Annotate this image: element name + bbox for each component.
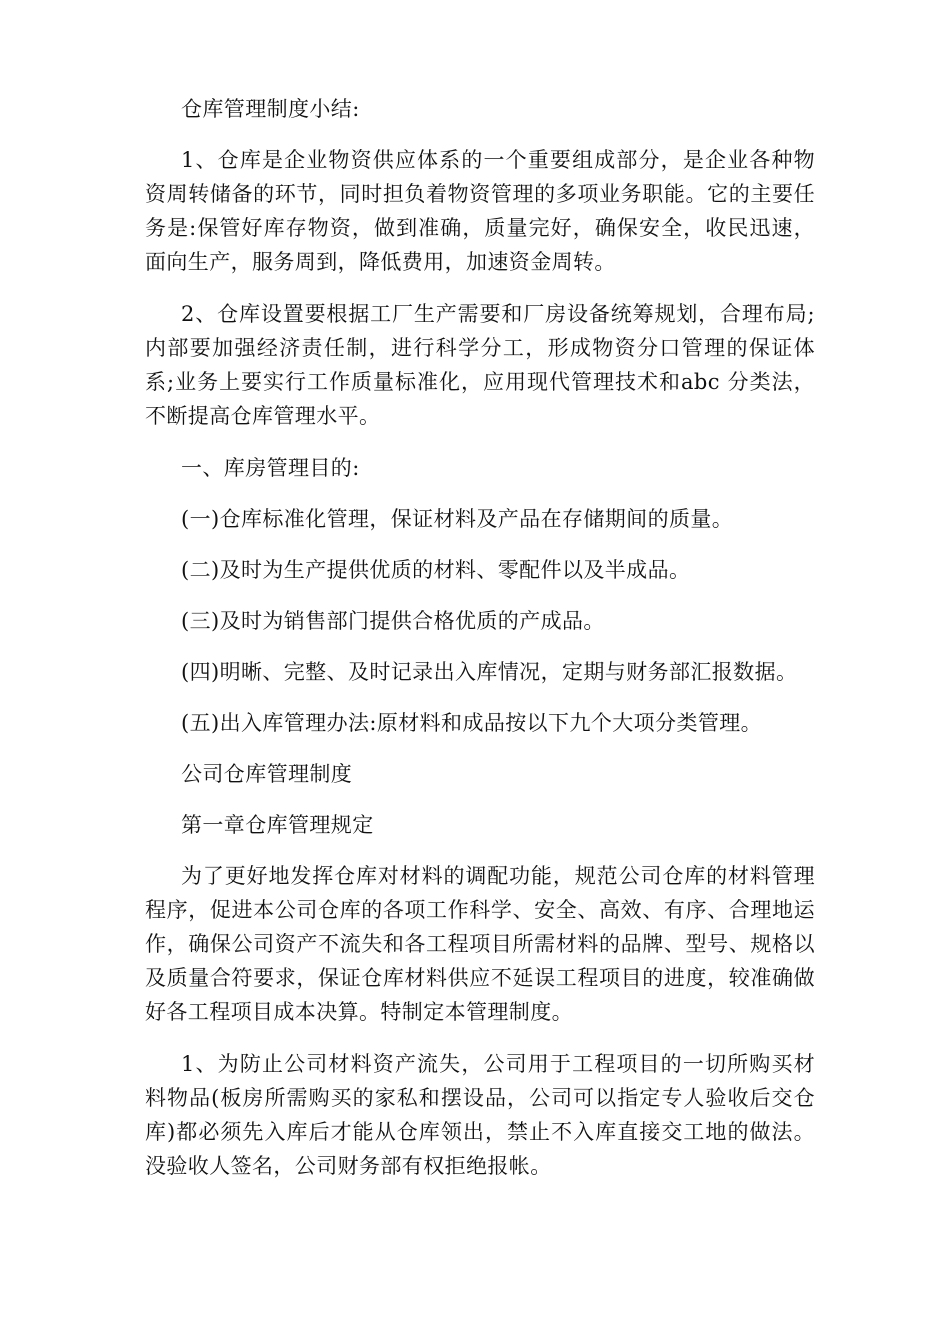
summary-item-2: 2、仓库设置要根据工厂生产需要和厂房设备统筹规划，合理布局;内部要加强经济责任制，进行科学分工，形成物资分口管理的保证体系;业务上要实行工作质量标准化，应用现代管理技术和abc 分类法，不断提高仓库管理水平。 bbox=[145, 302, 815, 428]
company-policy-title: 公司仓库管理制度 bbox=[181, 762, 353, 786]
chapter-one-title: 第一章仓库管理规定 bbox=[181, 813, 374, 837]
section-summary-title: 仓库管理制度小结: bbox=[181, 97, 360, 121]
summary-item-1: 1、仓库是企业物资供应体系的一个重要组成部分，是企业各种物资周转储备的环节，同时担负着物资管理的多项业务职能。它的主要任务是:保管好库存物资，做到准确，质量完好，确保安全，收民迅速，面向生产，服务周到，降低费用，加速资金周转。 bbox=[145, 148, 815, 274]
chapter-one-intro: 为了更好地发挥仓库对材料的调配功能，规范公司仓库的材料管理程序，促进本公司仓库的各项工作科学、安全、高效、有序、合理地运作，确保公司资产不流失和各工程项目所需材料的品牌、型号、规格以及质量合符要求，保证仓库材料供应不延误工程项目的进度，较准确做好各工程项目成本决算。特制定本管理制度。 bbox=[145, 864, 815, 1024]
purpose-item-4: (四)明晰、完整、及时记录出入库情况，定期与财务部汇报数据。 bbox=[181, 660, 798, 684]
purpose-item-2: (二)及时为生产提供优质的材料、零配件以及半成品。 bbox=[181, 558, 691, 582]
purpose-item-3: (三)及时为销售部门提供合格优质的产成品。 bbox=[181, 609, 605, 633]
document-page bbox=[145, 92, 815, 1201]
chapter-one-rule-1: 1、为防止公司材料资产流失，公司用于工程项目的一切所购买材料物品(板房所需购买的家私和摆设品，公司可以指定专人验收后交仓库)都必须先入库后才能从仓库领出，禁止不入库直接交工地的做法。没验收人签名，公司财务部有权拒绝报帐。 bbox=[145, 1052, 815, 1178]
purpose-heading: 一、库房管理目的: bbox=[181, 456, 360, 480]
purpose-item-5: (五)出入库管理办法:原材料和成品按以下九个大项分类管理。 bbox=[181, 711, 763, 735]
purpose-item-1: (一)仓库标准化管理，保证材料及产品在存储期间的质量。 bbox=[181, 507, 734, 531]
